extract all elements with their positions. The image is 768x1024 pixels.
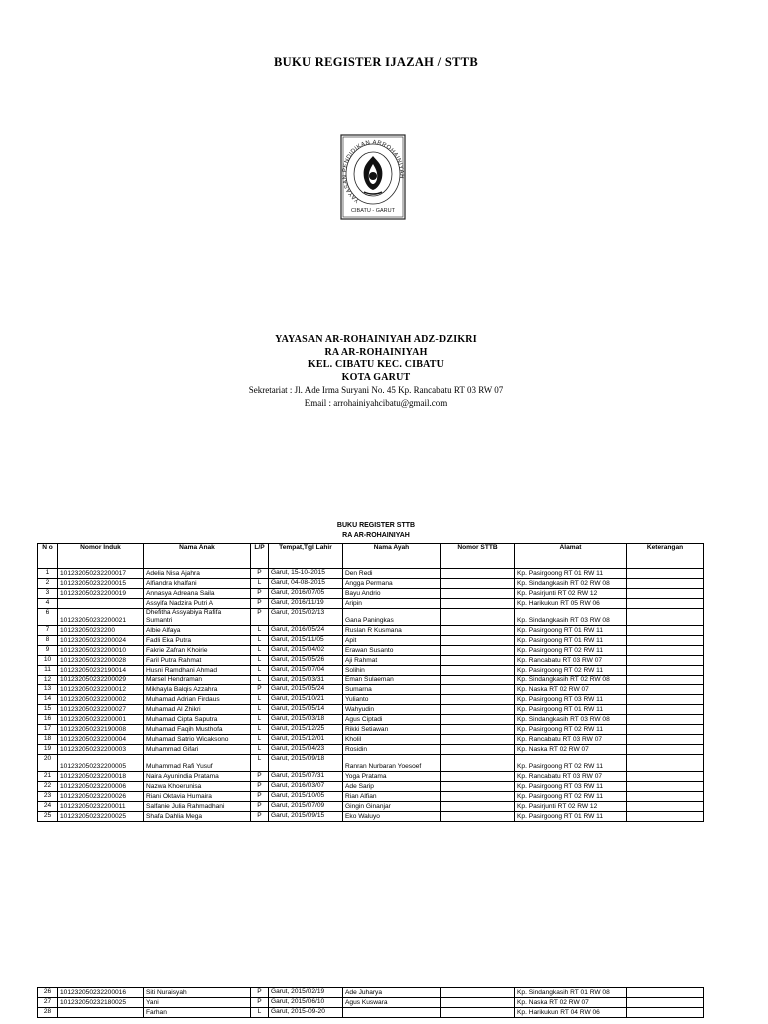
cell-nomor-induk: 101232050232200010 xyxy=(58,645,144,655)
cell-no: 8 xyxy=(38,635,58,645)
col-header-no: N o xyxy=(38,544,58,569)
cell-nama-anak: Alfiandra khalfani xyxy=(144,578,251,588)
cell-nama-anak: Annasya Adreana Saila xyxy=(144,588,251,598)
cell-nomor-induk: 101232050232200017 xyxy=(58,569,144,579)
cell-lp: P xyxy=(251,801,269,811)
cell-keterangan xyxy=(627,754,704,772)
org-email: Email : arrohainiyahcibatu@gmail.com xyxy=(304,397,448,408)
table-row xyxy=(38,635,704,645)
cell-no: 15 xyxy=(38,705,58,715)
cell-alamat: Kp. Sindangkasih RT 02 RW 08 xyxy=(515,675,627,685)
col-header-ttl: Tempat,Tgl Lahir xyxy=(269,544,343,569)
table-row xyxy=(38,608,704,626)
cell-nomor-sttb xyxy=(441,665,515,675)
cell-keterangan xyxy=(627,588,704,598)
register-table xyxy=(37,543,704,822)
cell-alamat: Kp. Harikukun RT 05 RW 06 xyxy=(515,598,627,608)
cell-nomor-induk: 101232050232200002 xyxy=(58,695,144,705)
cell-nomor-induk: 101232050232200018 xyxy=(58,772,144,782)
org-district: KEL. CIBATU KEC. CIBATU xyxy=(307,359,445,370)
cell-alamat: Kp. Pasirgoong RT 02 RW 11 xyxy=(515,791,627,801)
cell-keterangan xyxy=(627,1007,704,1017)
table-row xyxy=(38,1007,704,1017)
cell-alamat: Kp. Pasirgoong RT 01 RW 11 xyxy=(515,626,627,636)
table-row xyxy=(38,715,704,725)
cell-ttl: Garut, 15-10-2015 xyxy=(269,569,343,579)
col-header-nama-anak: Nama Anak xyxy=(144,544,251,569)
cell-no: 11 xyxy=(38,665,58,675)
document-title: BUKU REGISTER IJAZAH / STTB xyxy=(274,55,478,69)
cell-no: 20 xyxy=(38,754,58,772)
cell-nama-anak: Mikhayla Balqis Azzahra xyxy=(144,685,251,695)
org-school: RA AR-ROHAINIYAH xyxy=(324,346,428,358)
cell-no: 3 xyxy=(38,588,58,598)
cell-lp: P xyxy=(251,569,269,579)
cell-nama-ayah: Eko Waluyo xyxy=(343,811,441,821)
cell-keterangan xyxy=(627,724,704,734)
table-header-row xyxy=(38,544,704,569)
cell-nomor-induk: 101232050232200027 xyxy=(58,705,144,715)
cell-nama-anak: Muhamad Al Zhikri xyxy=(144,705,251,715)
cell-nama-ayah: Bayu Andrio xyxy=(343,588,441,598)
cell-keterangan xyxy=(627,782,704,792)
cell-keterangan xyxy=(627,626,704,636)
cell-alamat: Kp. Pasirgoong RT 01 RW 11 xyxy=(515,705,627,715)
cell-no: 7 xyxy=(38,626,58,636)
cell-lp: P xyxy=(251,685,269,695)
foundation-logo xyxy=(340,134,406,220)
cell-ttl: Garut, 2015/12/25 xyxy=(269,724,343,734)
cell-nama-anak: Muhammad Gifari xyxy=(144,744,251,754)
cell-nama-anak: Yani xyxy=(144,997,251,1007)
cell-alamat: Kp. Pasirgoong RT 02 RW 11 xyxy=(515,665,627,675)
table-row xyxy=(38,705,704,715)
cell-nama-anak: Naira Ayunindia Pratama xyxy=(144,772,251,782)
cell-nomor-sttb xyxy=(441,675,515,685)
cell-ttl: Garut, 2015/09/18 xyxy=(269,754,343,772)
table-title-line1: BUKU REGISTER STTB xyxy=(336,522,416,529)
table-row xyxy=(38,598,704,608)
cell-ttl: Garut, 2015/02/13 xyxy=(269,608,343,626)
cell-ttl: Garut, 2015/04/23 xyxy=(269,744,343,754)
cell-nama-anak: Farhan xyxy=(144,1007,251,1017)
cell-lp: L xyxy=(251,665,269,675)
cell-nomor-induk: 101232050232200011 xyxy=(58,801,144,811)
cell-nomor-sttb xyxy=(441,608,515,626)
cell-alamat: Kp. Pasirgoong RT 02 RW 11 xyxy=(515,724,627,734)
cell-nomor-sttb xyxy=(441,724,515,734)
table-row xyxy=(38,997,704,1007)
cell-keterangan xyxy=(627,744,704,754)
table-row xyxy=(38,754,704,772)
cell-lp: P xyxy=(251,772,269,782)
cell-lp: L xyxy=(251,578,269,588)
cell-nama-anak: Muhamad Satrio Wicaksono xyxy=(144,734,251,744)
cell-nama-anak: Albie Alfaya xyxy=(144,626,251,636)
cell-ttl: Garut, 2015/05/24 xyxy=(269,685,343,695)
cell-no: 22 xyxy=(38,782,58,792)
cell-alamat: Kp. Sindangkasih RT 03 RW 08 xyxy=(515,608,627,626)
cell-nomor-sttb xyxy=(441,811,515,821)
cell-alamat: Kp. Pasirgoong RT 03 RW 11 xyxy=(515,782,627,792)
cell-nomor-sttb xyxy=(441,705,515,715)
cell-keterangan xyxy=(627,734,704,744)
cell-nomor-sttb xyxy=(441,685,515,695)
table-row xyxy=(38,655,704,665)
table-row xyxy=(38,685,704,695)
cell-lp: L xyxy=(251,635,269,645)
cell-lp: P xyxy=(251,988,269,998)
table-row xyxy=(38,569,704,579)
cell-nama-ayah: Rikki Setiawan xyxy=(343,724,441,734)
cell-lp: P xyxy=(251,608,269,626)
table-row xyxy=(38,675,704,685)
cell-lp: L xyxy=(251,695,269,705)
cell-lp: L xyxy=(251,705,269,715)
svg-text:YAYASAN PENDIDIKAN ARROHAINIYA: YAYASAN PENDIDIKAN ARROHAINIYAH xyxy=(341,139,405,204)
cell-nomor-induk: 101232050232200 xyxy=(58,626,144,636)
cell-alamat: Kp. Pasirgoong RT 01 RW 11 xyxy=(515,635,627,645)
cell-no: 18 xyxy=(38,734,58,744)
cell-nama-anak: Dhefitha Assyabiya Rafifa Sumantri xyxy=(144,608,251,626)
cell-keterangan xyxy=(627,801,704,811)
table-row xyxy=(38,734,704,744)
cell-alamat: Kp. Pasirgoong RT 02 RW 11 xyxy=(515,645,627,655)
table-row xyxy=(38,782,704,792)
cell-nomor-induk: 101232050232200025 xyxy=(58,811,144,821)
cell-ttl: Garut, 04-08-2015 xyxy=(269,578,343,588)
cell-ttl: Garut, 2015/07/09 xyxy=(269,801,343,811)
org-name: YAYASAN AR-ROHAINIYAH ADZ-DZIKRI xyxy=(275,334,477,345)
table-row xyxy=(38,626,704,636)
cell-nomor-sttb xyxy=(441,695,515,705)
cell-keterangan xyxy=(627,645,704,655)
cell-alamat: Kp. Pasirjunti RT 02 RW 12 xyxy=(515,588,627,598)
cell-nomor-induk xyxy=(58,598,144,608)
cell-nomor-sttb xyxy=(441,598,515,608)
cell-no: 23 xyxy=(38,791,58,801)
cell-alamat: Kp. Harikukun RT 04 RW 06 xyxy=(515,1007,627,1017)
cell-keterangan xyxy=(627,665,704,675)
cell-nama-anak: Faril Putra Rahmat xyxy=(144,655,251,665)
cell-lp: L xyxy=(251,626,269,636)
col-header-alamat: Alamat xyxy=(515,544,627,569)
cell-lp: P xyxy=(251,791,269,801)
cell-nama-ayah: Sumarna xyxy=(343,685,441,695)
org-address: Sekretariat : Jl. Ade Irma Suryani No. 45 Kp. Rancabatu RT 03 RW 07 xyxy=(248,385,504,395)
register-table-continued xyxy=(37,987,704,1018)
cell-nama-ayah: Ruslan R Kusmana xyxy=(343,626,441,636)
cell-nomor-sttb xyxy=(441,801,515,811)
cell-keterangan xyxy=(627,578,704,588)
cell-keterangan xyxy=(627,598,704,608)
cell-nama-ayah: Rian Alfian xyxy=(343,791,441,801)
cell-nomor-sttb xyxy=(441,772,515,782)
cell-no: 28 xyxy=(38,1007,58,1017)
cell-no: 14 xyxy=(38,695,58,705)
cell-keterangan xyxy=(627,608,704,626)
cell-nama-anak: Salfanie Julia Rahmadhani xyxy=(144,801,251,811)
cell-nama-anak: Fadli Eka Putra xyxy=(144,635,251,645)
cell-nomor-induk: 101232050232200029 xyxy=(58,675,144,685)
cell-nama-ayah: Yulianto xyxy=(343,695,441,705)
cell-no: 17 xyxy=(38,724,58,734)
cell-lp: L xyxy=(251,734,269,744)
organization-header xyxy=(0,334,752,409)
cell-lp: L xyxy=(251,744,269,754)
cell-ttl: Garut, 2016/03/07 xyxy=(269,782,343,792)
cell-no: 12 xyxy=(38,675,58,685)
cell-nomor-induk: 101232050232200021 xyxy=(58,608,144,626)
cell-nomor-induk: 101232050232200006 xyxy=(58,782,144,792)
cell-keterangan xyxy=(627,988,704,998)
cell-keterangan xyxy=(627,569,704,579)
cell-no: 4 xyxy=(38,598,58,608)
cell-nomor-sttb xyxy=(441,655,515,665)
cell-no: 21 xyxy=(38,772,58,782)
cell-nama-ayah: Apit xyxy=(343,635,441,645)
cell-nomor-sttb xyxy=(441,588,515,598)
cell-alamat: Kp. Pasirgoong RT 02 RW 11 xyxy=(515,754,627,772)
cell-alamat: Kp. Naska RT 02 RW 07 xyxy=(515,744,627,754)
cell-ttl: Garut, 2015/09/15 xyxy=(269,811,343,821)
cell-ttl: Garut, 2016/07/05 xyxy=(269,588,343,598)
cell-keterangan xyxy=(627,772,704,782)
cell-no: 24 xyxy=(38,801,58,811)
col-header-nomor-induk: Nomor Induk xyxy=(58,544,144,569)
table-row xyxy=(38,801,704,811)
col-header-nomor-sttb: Nomor STTB xyxy=(441,544,515,569)
table-row xyxy=(38,772,704,782)
cell-nama-ayah xyxy=(343,1007,441,1017)
cell-nomor-induk: 101232050232200026 xyxy=(58,791,144,801)
cell-lp: L xyxy=(251,675,269,685)
table-row xyxy=(38,724,704,734)
cell-nama-ayah: Agus Ciptadi xyxy=(343,715,441,725)
cell-nomor-sttb xyxy=(441,1007,515,1017)
table-row xyxy=(38,645,704,655)
table-row xyxy=(38,695,704,705)
cell-keterangan xyxy=(627,791,704,801)
cell-nomor-sttb xyxy=(441,569,515,579)
cell-ttl: Garut, 2015/12/01 xyxy=(269,734,343,744)
cell-nomor-induk: 101232050232180025 xyxy=(58,997,144,1007)
cell-nama-ayah: Agus Kuswara xyxy=(343,997,441,1007)
cell-nama-ayah: Den Redi xyxy=(343,569,441,579)
cell-lp: P xyxy=(251,997,269,1007)
cell-nama-ayah: Angga Permana xyxy=(343,578,441,588)
cell-nomor-sttb xyxy=(441,645,515,655)
col-header-lp: L/P xyxy=(251,544,269,569)
cell-alamat: Kp. Pasirgoong RT 03 RW 11 xyxy=(515,695,627,705)
cell-alamat: Kp. Rancabatu RT 03 RW 07 xyxy=(515,734,627,744)
cell-nomor-induk: 101232050232200015 xyxy=(58,578,144,588)
cell-ttl: Garut, 2015/03/18 xyxy=(269,715,343,725)
cell-no: 13 xyxy=(38,685,58,695)
table-row xyxy=(38,665,704,675)
cell-lp: P xyxy=(251,588,269,598)
table-title xyxy=(0,521,752,541)
cell-nomor-induk: 101232050232200019 xyxy=(58,588,144,598)
cell-nama-anak: Muhammad Rafi Yusuf xyxy=(144,754,251,772)
cell-keterangan xyxy=(627,685,704,695)
cell-keterangan xyxy=(627,705,704,715)
table-row xyxy=(38,588,704,598)
cell-nama-anak: Muhamad Adrian Firdaus xyxy=(144,695,251,705)
cell-nama-anak: Siti Nuraisyah xyxy=(144,988,251,998)
cell-nomor-sttb xyxy=(441,988,515,998)
cell-nama-ayah: Ade Sarip xyxy=(343,782,441,792)
cell-ttl: Garut, 2015/05/26 xyxy=(269,655,343,665)
cell-nomor-sttb xyxy=(441,744,515,754)
cell-nama-ayah: Erawan Susanto xyxy=(343,645,441,655)
cell-keterangan xyxy=(627,655,704,665)
cell-nomor-sttb xyxy=(441,997,515,1007)
cell-nomor-sttb xyxy=(441,734,515,744)
cell-nomor-induk: 101232050232200003 xyxy=(58,744,144,754)
cell-lp: L xyxy=(251,645,269,655)
cell-alamat: Kp. Sindangkasih RT 03 RW 08 xyxy=(515,715,627,725)
cell-alamat: Kp. Sindangkasih RT 02 RW 08 xyxy=(515,578,627,588)
cell-no: 25 xyxy=(38,811,58,821)
cell-lp: L xyxy=(251,754,269,772)
cell-ttl: Garut, 2015/06/10 xyxy=(269,997,343,1007)
cell-nama-ayah: Gingin Ginanjar xyxy=(343,801,441,811)
cell-no: 6 xyxy=(38,608,58,626)
cell-nama-anak: Fakrie Zafran Khoirie xyxy=(144,645,251,655)
svg-text:CIBATU - GARUT: CIBATU - GARUT xyxy=(351,208,395,214)
cell-nomor-sttb xyxy=(441,626,515,636)
cell-nomor-sttb xyxy=(441,635,515,645)
cell-lp: P xyxy=(251,598,269,608)
cell-ttl: Garut, 2016/05/24 xyxy=(269,626,343,636)
cell-nama-ayah: Wahyudin xyxy=(343,705,441,715)
cell-ttl: Garut, 2015/07/04 xyxy=(269,665,343,675)
cell-lp: L xyxy=(251,724,269,734)
cell-alamat: Kp. Sindangkasih RT 01 RW 08 xyxy=(515,988,627,998)
cell-ttl: Garut, 2015/05/14 xyxy=(269,705,343,715)
cell-keterangan xyxy=(627,997,704,1007)
cell-nama-anak: Marsel Hendraman xyxy=(144,675,251,685)
cell-no: 9 xyxy=(38,645,58,655)
cell-nama-ayah: Yoga Pratama xyxy=(343,772,441,782)
cell-nomor-induk: 101232050232200005 xyxy=(58,754,144,772)
cell-nama-ayah: Ranran Nurbaran Yoesoef xyxy=(343,754,441,772)
cell-keterangan xyxy=(627,715,704,725)
cell-nama-anak: Assyifa Nadzira Putri A xyxy=(144,598,251,608)
cell-no: 19 xyxy=(38,744,58,754)
cell-lp: L xyxy=(251,655,269,665)
cell-alamat: Kp. Rancabatu RT 03 RW 07 xyxy=(515,772,627,782)
cell-nomor-sttb xyxy=(441,791,515,801)
cell-no: 1 xyxy=(38,569,58,579)
cell-keterangan xyxy=(627,811,704,821)
table-row xyxy=(38,811,704,821)
cell-nomor-sttb xyxy=(441,715,515,725)
cell-no: 16 xyxy=(38,715,58,725)
cell-nomor-induk: 101232050232200004 xyxy=(58,734,144,744)
cell-ttl: Garut, 2016/11/19 xyxy=(269,598,343,608)
cell-alamat: Kp. Pasirgoong RT 01 RW 11 xyxy=(515,569,627,579)
cell-lp: P xyxy=(251,811,269,821)
cell-ttl: Garut, 2015/10/05 xyxy=(269,791,343,801)
cell-nomor-induk: 101232050232190008 xyxy=(58,724,144,734)
table-row xyxy=(38,791,704,801)
cell-alamat: Kp. Pasirjunti RT 02 RW 12 xyxy=(515,801,627,811)
cell-nomor-sttb xyxy=(441,754,515,772)
cell-nama-ayah: Kholil xyxy=(343,734,441,744)
cell-nomor-induk: 101232050232200016 xyxy=(58,988,144,998)
cell-no: 10 xyxy=(38,655,58,665)
cell-alamat: Kp. Naska RT 02 RW 07 xyxy=(515,685,627,695)
cell-nomor-induk: 101232050232190014 xyxy=(58,665,144,675)
cell-nama-ayah: Gana Paningkas xyxy=(343,608,441,626)
cell-keterangan xyxy=(627,635,704,645)
cell-nama-anak: Riani Oktavia Humaira xyxy=(144,791,251,801)
cell-nama-anak: Adelia Nisa Ajahra xyxy=(144,569,251,579)
cell-ttl: Garut, 2015/11/05 xyxy=(269,635,343,645)
cell-alamat: Kp. Rancabatu RT 03 RW 07 xyxy=(515,655,627,665)
cell-no: 27 xyxy=(38,997,58,1007)
cell-alamat: Kp. Pasirgoong RT 01 RW 11 xyxy=(515,811,627,821)
cell-keterangan xyxy=(627,695,704,705)
cell-nomor-induk: 101232050232200028 xyxy=(58,655,144,665)
cell-nama-ayah: Eman Sulaeman xyxy=(343,675,441,685)
cell-nomor-sttb xyxy=(441,578,515,588)
cell-keterangan xyxy=(627,675,704,685)
cell-nama-anak: Husni Ramdhani Ahmad xyxy=(144,665,251,675)
table-row xyxy=(38,578,704,588)
cell-nama-ayah: Aripin xyxy=(343,598,441,608)
cell-alamat: Kp. Naska RT 02 RW 07 xyxy=(515,997,627,1007)
cell-lp: P xyxy=(251,782,269,792)
cell-nama-ayah: Ade Juharya xyxy=(343,988,441,998)
org-city: KOTA GARUT xyxy=(341,371,411,383)
cell-nomor-induk: 101232050232200012 xyxy=(58,685,144,695)
cell-ttl: Garut, 2015/07/31 xyxy=(269,772,343,782)
table-row xyxy=(38,988,704,998)
cell-nama-anak: Muhamad Faqih Musthofa xyxy=(144,724,251,734)
cell-lp: L xyxy=(251,715,269,725)
table-row xyxy=(38,744,704,754)
cell-nomor-induk: 101232050232200001 xyxy=(58,715,144,725)
cell-nama-ayah: Aji Rahmat xyxy=(343,655,441,665)
cell-nomor-induk: 101232050232200024 xyxy=(58,635,144,645)
cell-ttl: Garut, 2015/10/21 xyxy=(269,695,343,705)
cell-ttl: Garut, 2015-09-20 xyxy=(269,1007,343,1017)
cell-nama-anak: Muhamad Cipta Saputra xyxy=(144,715,251,725)
col-header-nama-ayah: Nama Ayah xyxy=(343,544,441,569)
cell-ttl: Garut, 2015/03/31 xyxy=(269,675,343,685)
cell-nama-ayah: Solihin xyxy=(343,665,441,675)
cell-nomor-induk xyxy=(58,1007,144,1017)
cell-nomor-sttb xyxy=(441,782,515,792)
cell-no: 26 xyxy=(38,988,58,998)
cell-ttl: Garut, 2015/02/19 xyxy=(269,988,343,998)
cell-nama-ayah: Rosidin xyxy=(343,744,441,754)
cell-lp: L xyxy=(251,1007,269,1017)
cell-nama-anak: Nazwa Khoerunisa xyxy=(144,782,251,792)
cell-nama-anak: Shafa Dahlia Mega xyxy=(144,811,251,821)
cell-no: 2 xyxy=(38,578,58,588)
col-header-keterangan: Keterangan xyxy=(627,544,704,569)
cell-ttl: Garut, 2015/04/02 xyxy=(269,645,343,655)
table-title-line2: RA AR-ROHAINIYAH xyxy=(342,532,410,539)
